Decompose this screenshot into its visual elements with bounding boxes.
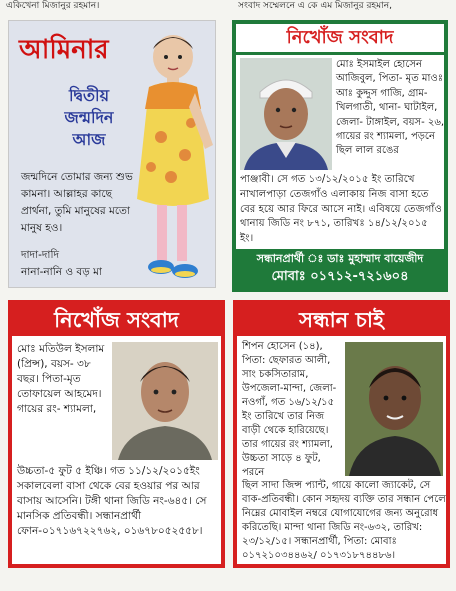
- birthday-message: জন্মদিনে তোমার জন্য শুভ কামনা। আল্লাহর কাছে প্রার্থনা, তুমি মানুষের মতো মানুষ হও।: [21, 171, 133, 234]
- missing-1-side-text: মোঃ ইসমাইল হোসেন আজিবুল, পিতা- মৃত মাওঃ আঃ কুদ্দুস গাজি, গ্রাম- খিলগাতী, থানা- ঘাটাইল, জেলা- টাঙ্গাইল, বয়স- ২৬, গায়ের রং শ্যামলা, পড়নে ছিল লাল রঙের: [336, 59, 445, 157]
- birthday-line-4: আজ: [72, 130, 106, 149]
- prev-article-tail-left: একিখেনা মিজানুর রহমান।: [6, 1, 100, 11]
- birthday-name: আমিনার: [19, 35, 109, 65]
- missing-3-photo: [345, 342, 443, 476]
- missing-3-body: ছিল সাদা জিন্স প্যান্ট, গায়ে কালো জ্যাকেট, সে বাক-প্রতিবন্ধী। কোন সহৃদয় ব্যক্তি তার সন্ধান পেলে নিম্নের মোবাইল নম্বরে যোগাযোগের জন্য অনুরোধ করিতেছি। মান্দা থানা জিডি নং-৬৩২, তারিখ: ২৩/১২/১৫। সন্ধানপ্রার্থী, পিতা: মোবাঃ ০১৭২১০৩৪৪৬২/ ০১৭৩১৮৭৪৪৮৬।: [242, 480, 446, 561]
- missing-2-side-text: মোঃ মতিউল ইসলাম (প্রিন্স), বয়স- ৩৮ বছর। পিতা-মৃত তোফায়েল আহমেদ। গায়ের রং- শ্যামলা,: [17, 343, 105, 415]
- birthday-from-2: নানা-নানি ও বড় মা: [21, 266, 102, 278]
- missing-1-footer: [236, 249, 444, 288]
- missing-notice-2: [8, 300, 225, 568]
- missing-2-header: নিখোঁজ সংবাদ: [12, 304, 221, 336]
- missing-1-seeker: সন্ধানপ্রার্থী ঃ ডাঃ মুহাম্মাদ বায়েজীদ: [256, 252, 424, 265]
- missing-1-photo: [240, 58, 332, 170]
- missing-1-body: পাঞ্জাবী। সে গত ১৩/১২/২০১৫ ইং তারিখে নাখালপাড়া তেজগাঁও এলাকায় নিজ বাসা হতে বের হয়ে আর ফিরে আসে নাই। এবিষয়ে তেজগাঁও থানায় জিডি নং ৮৭১, তারিখঃ ১৪/১২/২০১৫ ইং।: [240, 174, 442, 245]
- birthday-from-1: দাদা-দাদি: [21, 249, 59, 261]
- missing-2-body: উচ্চতা-৫ ফুট ৫ ইঞ্চি। গত ১১/১২/২০১৫ইং সকালবেলা বাসা থেকে বের হওয়ার পর আর বাসায় আসেনি। টঙ্গী থানা জিডি নং-৬৪৫। সে মানসিক প্রতিবন্ধী। সন্ধানপ্রার্থী ফোন-০১৭১৬৭২২৭৬২, ০১৬৭৮০৫২৫৫৮।: [17, 465, 207, 537]
- birthday-line-3: জন্মদিন: [64, 108, 114, 127]
- birthday-ad: [8, 20, 216, 288]
- missing-3-header: সন্ধান চাই: [237, 304, 446, 336]
- missing-notice-3: [233, 300, 450, 568]
- missing-1-phone: মোবাঃ ০১৭১২-৭২১৬০৪: [271, 269, 409, 284]
- missing-notice-1: [232, 20, 448, 292]
- birthday-title: [49, 85, 129, 151]
- missing-3-side-text: শিপন হোসেন (১৪), পিতা: ছেফারত আলী, সাং চকসিতারাম, উপজেলা-মান্দা, জেলা-নওগাঁ, গত ১৬/১২/১৫ ইং তারিখে তার নিজ বাড়ী থেকে হারিয়েছে। তার গায়ের রং শ্যামলা, উচ্চতা সাড়ে ৪ ফুট, পরনে: [242, 341, 337, 478]
- prev-article-tail-right: সংবাদ সম্মেলনে এ কে এম মিজানুর রহমান,: [238, 1, 392, 11]
- child-photo: [131, 27, 216, 285]
- missing-2-photo: [112, 342, 218, 460]
- birthday-line-2: দ্বিতীয়: [68, 86, 110, 105]
- missing-1-header: নিখোঁজ সংবাদ: [236, 24, 444, 55]
